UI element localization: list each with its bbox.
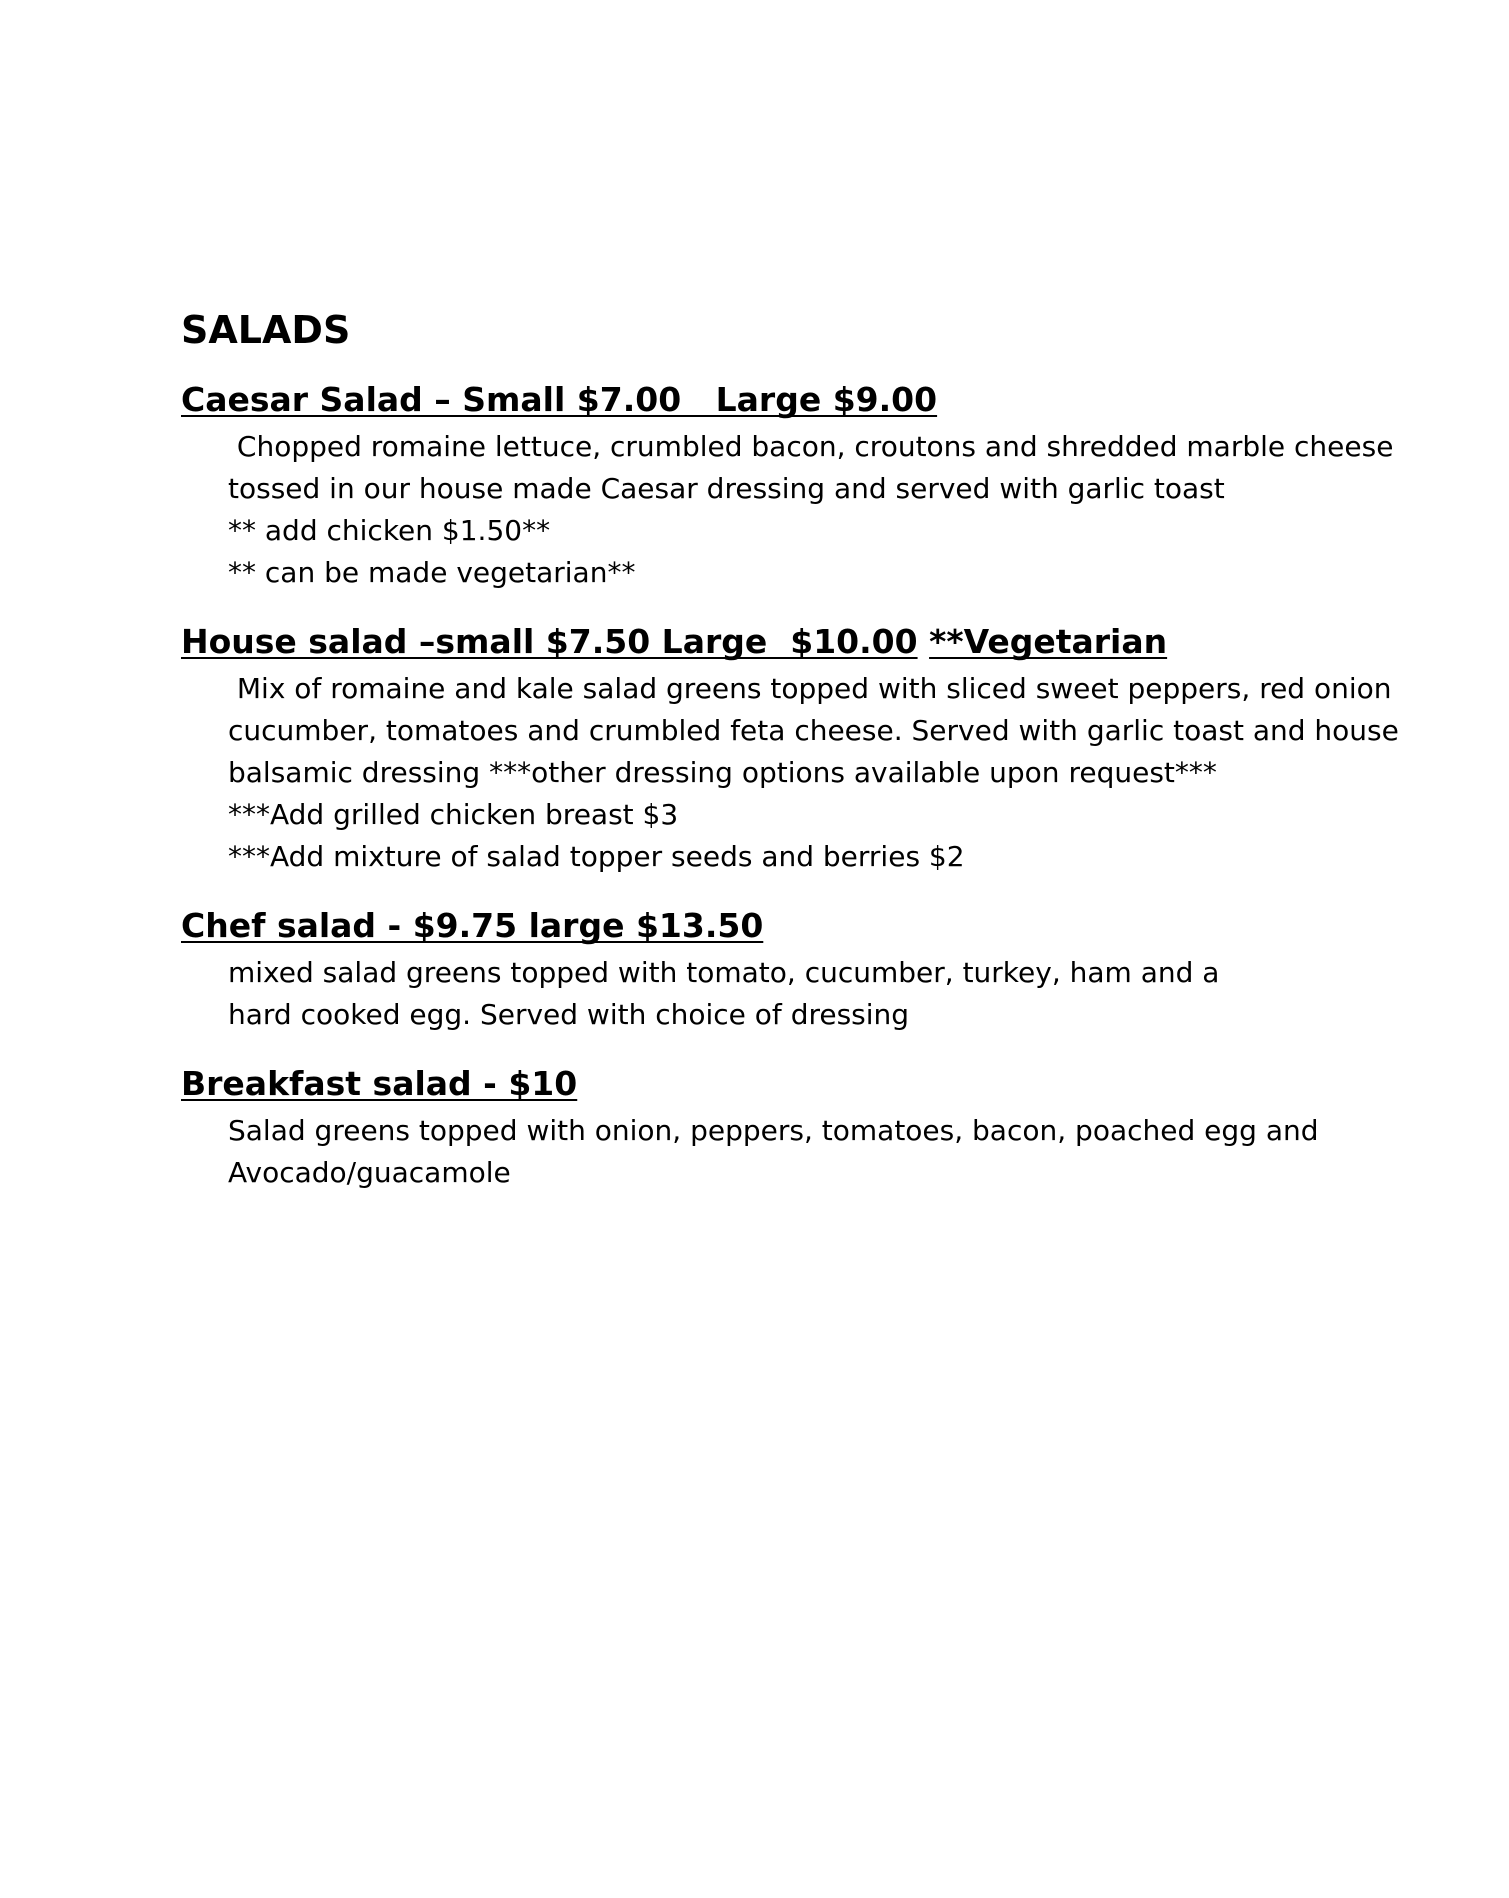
item-option-line: ** can be made vegetarian** (228, 556, 636, 589)
item-description-line: Chopped romaine lettuce, crumbled bacon, croutons and shredded marble cheese (228, 430, 1394, 463)
item-description-line: Mix of romaine and kale salad greens topped with sliced sweet peppers, red onion (228, 672, 1392, 705)
menu-item-caesar-salad (181, 374, 1421, 594)
section-title: SALADS (181, 308, 351, 352)
item-title-extra: **Vegetarian (929, 622, 1168, 661)
item-description-line: balsamic dressing ***other dressing options available upon request*** (228, 756, 1217, 789)
item-description-line: Avocado/guacamole (228, 1156, 511, 1189)
item-description-line: mixed salad greens topped with tomato, cucumber, turkey, ham and a (228, 956, 1220, 989)
item-description-line: hard cooked egg. Served with choice of dressing (228, 998, 910, 1031)
menu-item-house-salad (181, 616, 1421, 878)
menu-page (181, 300, 1421, 1216)
item-description-line: cucumber, tomatoes and crumbled feta cheese. Served with garlic toast and house (228, 714, 1399, 747)
item-title-text: Caesar Salad – Small $7.00 Large $9.00 (181, 380, 938, 419)
item-option-line: ** add chicken $1.50** (228, 514, 551, 547)
item-option-line: ***Add grilled chicken breast $3 (228, 798, 679, 831)
item-description-line: tossed in our house made Caesar dressing and served with garlic toast (228, 472, 1225, 505)
item-description-line: Salad greens topped with onion, peppers, tomatoes, bacon, poached egg and (228, 1114, 1319, 1147)
item-option-line: ***Add mixture of salad topper seeds and berries $2 (228, 840, 965, 873)
item-title-text: Breakfast salad - $10 (181, 1064, 578, 1103)
item-title (181, 900, 1421, 952)
menu-item-chef-salad (181, 900, 1421, 1036)
item-title-text: Chef salad - $9.75 large $13.50 (181, 906, 764, 945)
item-title-text: House salad –small $7.50 Large $10.00 (181, 622, 918, 661)
menu-item-breakfast-salad (181, 1058, 1421, 1194)
item-title (181, 374, 1421, 426)
item-title (181, 1058, 1421, 1110)
item-title (181, 616, 1421, 668)
